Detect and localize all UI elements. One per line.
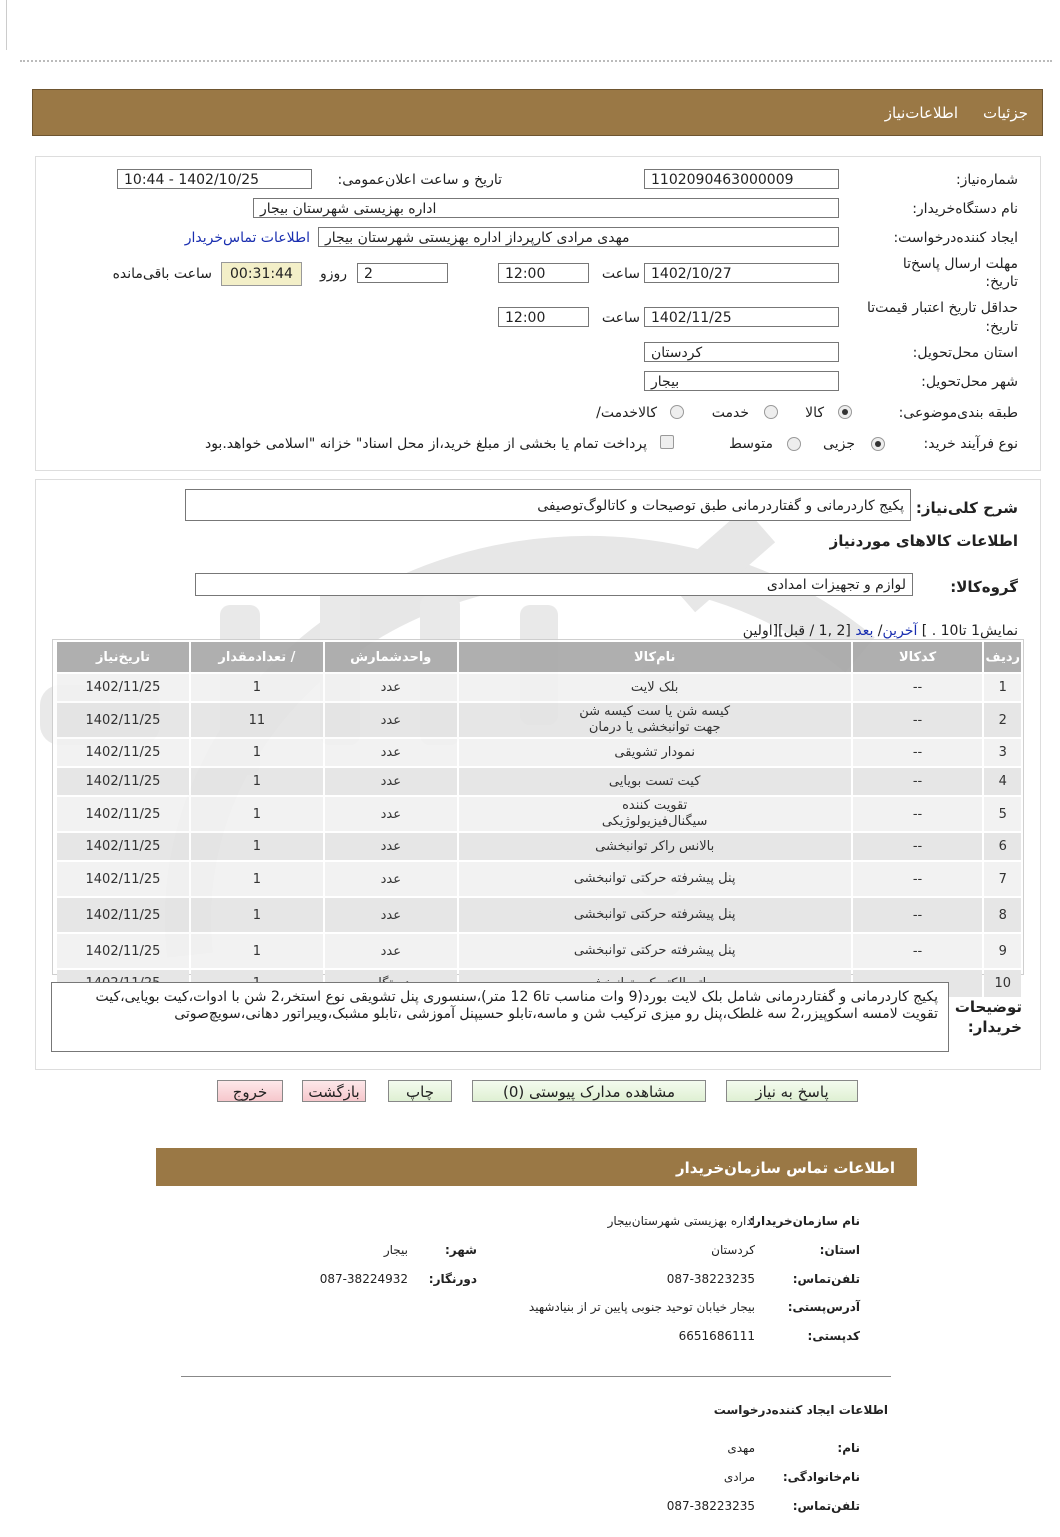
item-name-cell: کیسه شن یا ست کیسه شن جهت توانبخشی یا درمان (459, 703, 851, 737)
col-name: نام‌کالا (459, 642, 851, 672)
item-code-cell: -- (853, 768, 983, 795)
need-date-cell: 1402/11/25 (57, 797, 189, 831)
creator-family-value: مرادی (723, 1470, 755, 1484)
table-row (57, 703, 1021, 737)
item-code-cell: -- (853, 703, 983, 737)
item-code-cell: -- (853, 739, 983, 766)
buyer-notes-field: پکیج کاردرمانی و گفتاردرمانی شامل بلک لایت بورد(9 وات مناسب تا6 12 متر)،سنسوری پنل تشویقی نوع استخر،2 شن با ادوات،کیت بویایی،کیت تقویت لامسه اسکوپیزر،2 سه غلطک،پنل رو میزی ترکیب شن و ماسه،تابلو حسیپنل آموزشی ،تابلو مشبک،ویبراتور دهانی،سویچ‌صوتی (51, 982, 949, 1052)
org-value: اداره بهزیستی شهرستان‌بیجار (607, 1214, 755, 1228)
deadline-time-field: 12:00 (498, 263, 589, 283)
table-row (57, 833, 1021, 860)
unit-cell: عدد (325, 674, 457, 701)
table-row (57, 797, 1021, 831)
process-label: نوع فرآیند خرید: (923, 436, 1018, 452)
unit-cell: عدد (325, 898, 457, 932)
address-label: آدرس‌پستی: (787, 1300, 860, 1314)
validity-time-label: ساعت (601, 310, 640, 326)
need-date-cell: 1402/11/25 (57, 934, 189, 968)
item-code-cell: -- (853, 862, 983, 896)
process-option-minor: جزیی (823, 436, 855, 452)
items-table-frame (52, 639, 1024, 991)
unit-cell: عدد (325, 833, 457, 860)
category-option-goods-service: کالاخدمت/ (596, 405, 657, 421)
buyer-contact-link[interactable]: اطلاعات تماس‌خریدار (184, 230, 310, 246)
contact-header-bar (156, 1148, 917, 1186)
category-radio-goods[interactable] (838, 405, 852, 419)
deadline-date-field: 1402/10/27 (644, 263, 839, 283)
quantity-cell: 1 (191, 674, 323, 701)
category-radio-service[interactable] (764, 405, 778, 419)
row-number-cell: 7 (984, 862, 1021, 896)
col-code: کدکالا (853, 642, 983, 672)
creator-phone-value: 087-38223235 (666, 1499, 755, 1513)
pager-range: نمایش1 تا10 . ] (921, 623, 1018, 639)
need-date-cell: 1402/11/25 (57, 703, 189, 737)
quantity-cell: 1 (191, 862, 323, 896)
pager-pages[interactable]: [2 ,1 (818, 623, 851, 639)
process-radio-minor[interactable] (871, 437, 885, 451)
item-name-cell: پنل پیشرفته حرکتی توانبخشی (459, 862, 851, 896)
print-button[interactable]: چاپ (388, 1080, 452, 1102)
back-button[interactable]: بازگشت (302, 1080, 366, 1102)
pager: نمایش1 تا10 . ] آخرین/ بعد [2 ,1 / قبل][اولین (742, 623, 1018, 639)
item-name-cell: پنل پیشرفته حرکتی توانبخشی (459, 934, 851, 968)
buyer-field: اداره بهزیستی شهرستان بیجار (253, 198, 839, 218)
row-number-cell: 5 (984, 797, 1021, 831)
goods-group-label: گروه‌کالا: (950, 578, 1018, 596)
quantity-cell: 11 (191, 703, 323, 737)
creator-family-label: نام‌خانوادگی: (782, 1470, 860, 1484)
quantity-cell: 1 (191, 833, 323, 860)
reply-button[interactable]: پاسخ به نیاز (726, 1080, 858, 1102)
contact-city-label: شهر: (445, 1243, 477, 1257)
need-date-cell: 1402/11/25 (57, 674, 189, 701)
item-name-cell: بالانس راکر توانبخشی (459, 833, 851, 860)
table-row (57, 674, 1021, 701)
row-number-cell: 2 (984, 703, 1021, 737)
contact-province-value: کردستان (711, 1243, 755, 1257)
item-code-cell: -- (853, 833, 983, 860)
unit-cell: عدد (325, 934, 457, 968)
contact-city-value: بیجار (383, 1243, 408, 1257)
treasury-payment-note: پرداخت تمام یا بخشی از مبلغ خرید،از محل اسناد" خزانه "اسلامی خواهد.بود (204, 436, 647, 452)
postal-value: 6651686111 (678, 1329, 755, 1343)
city-label: شهر محل‌تحویل: (921, 374, 1018, 390)
table-row (57, 862, 1021, 896)
category-option-goods: کالا (805, 405, 824, 421)
item-name-cell: نمودار تشویقی (459, 739, 851, 766)
creator-info-title: اطلاعات ایجاد کننده‌درخواست (713, 1403, 888, 1417)
contact-title: اطلاعات تماس سازمان‌خریدار (675, 1159, 895, 1177)
announce-label: تاریخ و ساعت اعلان‌عمومی: (337, 172, 502, 188)
table-row (57, 898, 1021, 932)
attachments-button[interactable]: مشاهده مدارک پیوستی (0) (472, 1080, 706, 1102)
row-number-cell: 4 (984, 768, 1021, 795)
province-label: استان محل‌تحویل: (912, 345, 1018, 361)
dotted-divider (20, 60, 1052, 62)
items-table-body (57, 674, 1021, 997)
buyer-notes-label-2: خریدار: (967, 1018, 1022, 1036)
address-value: بیجار خیابان توحید جنوبی پایین تر از بنیادشهید (528, 1300, 755, 1314)
creator-field: مهدی مرادی کارپرداز اداره بهزیستی شهرستان بیجار (318, 227, 839, 247)
table-row (57, 739, 1021, 766)
quantity-cell: 1 (191, 739, 323, 766)
creator-name-label: نام: (837, 1441, 860, 1455)
need-date-cell: 1402/11/25 (57, 768, 189, 795)
creator-label: ایجاد کننده‌درخواست: (893, 230, 1018, 246)
creator-phone-label: تلفن‌تماس: (792, 1499, 860, 1513)
buyer-notes-label: توضیحات (954, 998, 1022, 1016)
pager-prev-first[interactable]: / قبل][اولین (742, 623, 815, 639)
remaining-label: ساعت باقی‌مانده (112, 266, 212, 282)
unit-cell: عدد (325, 797, 457, 831)
category-radio-goods-service[interactable] (670, 405, 684, 419)
process-radio-medium[interactable] (787, 437, 801, 451)
contact-province-label: استان: (819, 1243, 860, 1257)
general-desc-field: پکیج کاردرمانی و گفتاردرمانی طبق توصیحات و کاتالوگ‌توصیفی (185, 489, 911, 521)
need-date-cell: 1402/11/25 (57, 833, 189, 860)
treasury-payment-checkbox[interactable] (660, 435, 674, 449)
unit-cell: عدد (325, 739, 457, 766)
table-row (57, 934, 1021, 968)
col-qty: / تعدادمقدار (191, 642, 323, 672)
category-option-service: خدمت (711, 405, 749, 421)
days-label: روزو (319, 266, 347, 282)
quantity-cell: 1 (191, 934, 323, 968)
item-name-cell: کیت تست بویایی (459, 768, 851, 795)
page-edge (6, 0, 7, 50)
fax-label: دورنگار: (428, 1272, 477, 1286)
goods-group-field: لوازم و تجهیزات امدادی (195, 573, 913, 596)
unit-cell: عدد (325, 703, 457, 737)
announce-field: 1402/10/25 - 10:44 (117, 169, 312, 189)
item-code-cell: -- (853, 797, 983, 831)
col-date: تاریخ‌نیاز (57, 642, 189, 672)
buyer-label: نام دستگاه‌خریدار: (912, 201, 1018, 217)
row-number-cell: 3 (984, 739, 1021, 766)
category-label: طبقه بندی‌موضوعی: (898, 405, 1018, 421)
need-date-cell: 1402/11/25 (57, 739, 189, 766)
creator-name-value: مهدی (727, 1441, 755, 1455)
need-number-label: شماره‌نیاز: (955, 172, 1018, 188)
col-unit: واحدشمارش (325, 642, 457, 672)
item-code-cell: -- (853, 934, 983, 968)
postal-label: کدپستی: (807, 1329, 860, 1343)
process-option-medium: متوسط (729, 436, 773, 452)
deadline-time-label: ساعت (601, 266, 640, 282)
need-date-cell: 1402/11/25 (57, 898, 189, 932)
phone-value: 087-38223235 (666, 1272, 755, 1286)
items-table (55, 640, 1023, 999)
item-name-cell: تقویت کننده سیگنال‌فیزیولوژیکی (459, 797, 851, 831)
city-field: بیجار (644, 371, 839, 391)
validity-label-2: تاریخ: (985, 319, 1018, 335)
items-header-row (57, 642, 1021, 672)
col-row: ردیف (984, 642, 1021, 672)
deadline-label-2: تاریخ: (985, 274, 1018, 290)
item-code-cell: -- (853, 674, 983, 701)
validity-label: حداقل تاریخ اعتبار قیمت‌تا (866, 300, 1018, 316)
need-date-cell: 1402/11/25 (57, 862, 189, 896)
province-field: کردستان (644, 342, 839, 362)
item-name-cell: بلک لایت (459, 674, 851, 701)
contact-divider (181, 1376, 891, 1377)
row-number-cell: 9 (984, 934, 1021, 968)
quantity-cell: 1 (191, 898, 323, 932)
quantity-cell: 1 (191, 797, 323, 831)
remaining-time-badge: 00:31:44 (221, 262, 302, 286)
validity-time-field: 12:00 (498, 307, 589, 327)
goods-section-title: اطلاعات کالاهای موردنیاز (829, 532, 1018, 550)
unit-cell: عدد (325, 862, 457, 896)
header-bar (32, 89, 1043, 136)
tab-need-info[interactable]: اطلاعات‌نیاز (884, 104, 958, 122)
deadline-label: مهلت ارسال پاسخ‌تا (902, 256, 1018, 272)
org-label: نام سازمان‌خریدار: (749, 1214, 860, 1228)
row-number-cell: 6 (984, 833, 1021, 860)
row-number-cell: 1 (984, 674, 1021, 701)
row-number-cell: 10 (984, 970, 1021, 997)
validity-date-field: 1402/11/25 (644, 307, 839, 327)
fax-value: 087-38224932 (319, 1272, 408, 1286)
quantity-cell: 1 (191, 768, 323, 795)
pager-next-link[interactable]: بعد (855, 623, 874, 639)
general-desc-label: شرح کلی‌نیاز: (915, 499, 1018, 517)
table-row (57, 768, 1021, 795)
unit-cell: عدد (325, 768, 457, 795)
need-number-field: 1102090463000009 (644, 169, 839, 189)
row-number-cell: 8 (984, 898, 1021, 932)
item-name-cell: پنل پیشرفته حرکتی توانبخشی (459, 898, 851, 932)
item-code-cell: -- (853, 898, 983, 932)
tab-details[interactable]: جزئیات (983, 104, 1028, 122)
exit-button[interactable]: خروج (217, 1080, 283, 1102)
pager-last-link[interactable]: آخرین (882, 623, 918, 639)
days-field: 2 (357, 263, 448, 283)
phone-label: تلفن‌تماس: (792, 1272, 860, 1286)
